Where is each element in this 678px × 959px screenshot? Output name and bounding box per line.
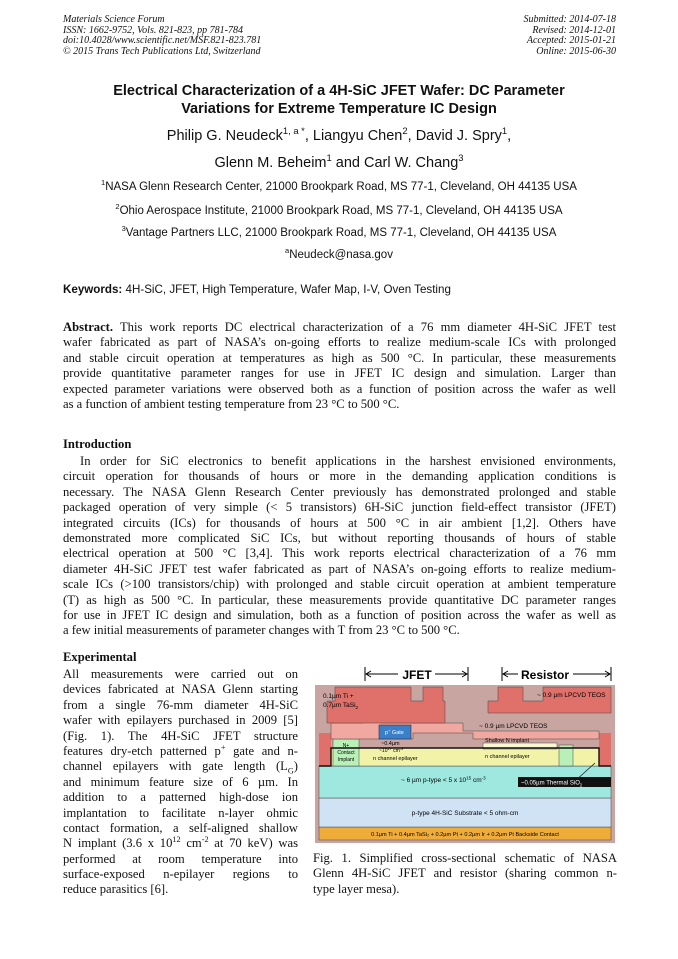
author-separator: ,: [507, 128, 512, 144]
experimental-line: performed at room temperature into: [63, 851, 298, 866]
introduction-line: a few initial measurements of parameter changes with T from 23 °C to 500 °C.: [63, 623, 460, 638]
experimental-heading: Experimental: [63, 650, 137, 664]
superscript: +: [220, 742, 226, 752]
experimental-line: contact formation, a self-aligned shallow: [63, 820, 298, 835]
ti-label-2: [323, 702, 359, 710]
author-affil-sup: 3: [458, 152, 464, 164]
caption-line: Glenn 4H-SiC JFET and resistor (sharing common n-: [313, 866, 617, 881]
p-type-sup: -3: [481, 775, 486, 781]
title-line-2: Variations for Extreme Temperature IC Design: [181, 101, 497, 117]
introduction-body: [63, 454, 616, 639]
gate-label: [385, 728, 404, 736]
resistor-label: Resistor: [520, 668, 570, 682]
affiliation-text: Ohio Aerospace Institute, 21000 Brookpark Road, MS 77-1, Cleveland, OH 44135 USA: [119, 205, 563, 217]
experimental-line: All measurements were carried out on: [63, 667, 298, 681]
introduction-line: circuit operation for thousands of hours or more in the demanding application conditions is: [63, 469, 616, 484]
journal-header-left: [63, 15, 261, 57]
experimental-line: and minimum feature size of 6 µm. In: [63, 774, 298, 789]
affiliation-1: [20, 178, 658, 193]
revised-date: Revised: 2014-12-01: [532, 24, 616, 36]
experimental-text: features dry-etch patterned p: [63, 743, 221, 758]
journal-header-right: [524, 15, 617, 57]
n-channel-label-right: n channel epilayer: [485, 754, 530, 760]
author-separator: ,: [304, 128, 313, 144]
doping-text: cm: [391, 748, 400, 754]
experimental-line: devices fabricated at NASA Glenn starting: [63, 682, 298, 697]
introduction-line: necessary. The NASA Glenn Research Center previously has demonstrated prolonged and stable: [63, 484, 616, 499]
ti-label-subscript: 2: [355, 705, 359, 710]
experimental-line: implantation to facilitate n-layer ohmic: [63, 805, 298, 820]
ti-label-text: 0.7µm TaSi: [323, 702, 356, 709]
subscript: G: [287, 766, 294, 776]
thickness-label: ~0.4µm: [381, 741, 400, 747]
online-date: Online: 2015-06-30: [536, 45, 616, 57]
experimental-text: cm: [180, 836, 202, 851]
issn: ISSN: 1662-9752, Vols. 821-823, pp 781-784: [63, 24, 243, 36]
author-separator: ,: [407, 128, 416, 144]
doi: doi:10.4028/www.scientific.net/MSF.821-823.781: [63, 35, 262, 47]
experimental-line: from a single 76-mm diameter 4H-SiC: [63, 697, 298, 712]
introduction-line: for use in JFET IC design and simulation, both as a function of position across the wafer as well as: [63, 607, 616, 622]
n-channel-label-left: n channel epilayer: [373, 756, 418, 762]
affiliation-sup: 1: [101, 178, 106, 188]
author-email: [20, 246, 658, 261]
experimental-text: gate and n-: [225, 743, 298, 758]
substrate-label: p-type 4H-SiC Substrate < 5 ohm-cm: [411, 810, 519, 817]
abstract-label: Abstract.: [63, 320, 114, 334]
abstract-line: [63, 320, 616, 335]
paper-title: [40, 82, 638, 118]
introduction-line: scale ICs (>100 transistors/chip) with prolonged and stable circuit operation at ambient temperature: [63, 577, 616, 592]
authors-line-1: [40, 125, 638, 144]
experimental-text: N implant (3.6 x 10: [63, 836, 173, 851]
experimental-line: [63, 744, 298, 759]
p-type-text: cm: [471, 777, 482, 784]
author-affil-sup: 1: [326, 152, 332, 164]
caption-line: Fig. 1. Simplified cross-sectional schematic of NASA: [313, 851, 617, 865]
affiliation-2: [20, 202, 658, 217]
teos-top-label: ~ 0.9 µm LPCVD TEOS: [537, 692, 606, 699]
doping-sup: 17: [387, 747, 392, 751]
backside-contact-label: 0.1µm Ti + 0.4µm TaSi₂ + 0.2µm Pt + 0.2µm Ir + 0.2µm Pt Backside Contact: [371, 832, 559, 838]
thermal-oxide-subscript: 2: [579, 782, 583, 788]
jfet-cross-section-figure: [313, 661, 617, 846]
experimental-line: [63, 836, 298, 851]
author-name: Liangyu Chen: [312, 128, 403, 144]
author-name: David J. Spry: [415, 128, 502, 144]
introduction-line: demonstrated more complicated SiC ICs, but without reporting thousands of hours of stable: [63, 530, 616, 545]
thermal-oxide-label: [521, 781, 583, 788]
p-type-label: [401, 776, 486, 785]
affiliation-text: Vantage Partners LLC, 21000 Brookpark Road, MS 77-1, Cleveland, OH 44135 USA: [125, 227, 557, 239]
experimental-line: (Fig. 1). The 4H-SiC JFET structure: [63, 728, 298, 743]
accepted-date: Accepted: 2015-01-21: [526, 35, 616, 47]
experimental-body: [63, 667, 298, 898]
author-name: Glenn M. Beheim: [214, 155, 327, 171]
abstract-line: as a function of ambient testing temperature from 23 °C to 500 °C.: [63, 396, 400, 411]
introduction-line: integrated circuits (ICs) for thousands of hours at 500 °C in air ambient [1,2]. Others have: [63, 515, 616, 530]
introduction-line: (T) as high as 500 °C. In particular, these measurements provide quantitative DC parameter ranges: [63, 592, 616, 607]
right-oxide-wall: [599, 733, 611, 766]
doping-sup: -3: [399, 747, 404, 751]
experimental-text: at 70 keV) was: [208, 836, 298, 851]
p-type-sup: 15: [466, 775, 472, 781]
author-separator: and: [331, 155, 364, 171]
keywords-text: 4H-SiC, JFET, High Temperature, Wafer Map, I-V, Oven Testing: [125, 283, 451, 296]
abstract-line: provide quantitative parameter ranges for use in JFET IC design and simulation. Larger than: [63, 366, 616, 381]
n-plus-label-3: Implant: [337, 757, 355, 763]
jfet-label: JFET: [402, 668, 432, 682]
teos-mid-label: ~ 0.9 µm LPCVD TEOS: [479, 723, 548, 730]
email-sup: a: [285, 246, 290, 256]
experimental-line: surface-exposed n-epilayer regions to: [63, 867, 298, 882]
metal-interconnect-right: [488, 687, 611, 713]
affiliation-text: NASA Glenn Research Center, 21000 Brookpark Road, MS 77-1, Cleveland, OH 44135 USA: [105, 181, 577, 193]
experimental-line: wafer with epilayers purchased in 2009 [5]: [63, 713, 298, 728]
keywords: [63, 283, 451, 296]
affiliation-3: [20, 224, 658, 239]
caption-line: type layer mesa).: [313, 881, 400, 896]
experimental-text: channel epilayers with gate length (L: [63, 759, 288, 774]
experimental-line: addition to a patterned high-dose ion: [63, 790, 298, 805]
abstract: [63, 320, 616, 412]
email-text: Neudeck@nasa.gov: [289, 249, 393, 261]
title-line-1: Electrical Characterization of a 4H-SiC JFET Wafer: DC Parameter: [113, 83, 565, 99]
gate-label-text: Gate: [390, 730, 404, 736]
copyright: © 2015 Trans Tech Publications Ltd, Switzerland: [63, 45, 261, 57]
affiliation-sup: 3: [121, 224, 126, 234]
doping-text: ~10: [379, 748, 388, 754]
introduction-heading: Introduction: [63, 437, 132, 451]
keywords-label: Keywords:: [63, 283, 123, 296]
ti-label-1: 0.1µm Ti +: [323, 693, 354, 700]
introduction-line: In order for SiC electronics to benefit applications in the harshest envisioned environments,: [80, 454, 616, 468]
author-name: Philip G. Neudeck: [166, 128, 283, 144]
author-affil-sup: 1: [501, 125, 508, 137]
experimental-line: reduce parasitics [6].: [63, 882, 169, 897]
authors-line-2: [40, 152, 638, 171]
p-type-text: ~ 6 µm p-type < 5 x 10: [401, 777, 467, 784]
journal-name: Materials Science Forum: [63, 14, 165, 25]
left-oxide-wall: [319, 733, 331, 766]
gate-label-text: p: [385, 730, 389, 736]
submitted-date: Submitted: 2014-07-18: [523, 14, 616, 25]
abstract-line: wafer fabricated as part of NASA’s on-going efforts to realize medium-scale ICs with prolonged: [63, 335, 616, 350]
gate-label-sup: +: [388, 728, 391, 733]
abstract-line: expected parameter variations were observed both as a function of position across the wafer as well: [63, 381, 616, 396]
author-affil-sup: 1, a *: [282, 125, 305, 137]
figure-caption: [313, 851, 617, 897]
superscript: -2: [201, 835, 209, 845]
n-plus-label-2: Contact: [337, 750, 355, 756]
introduction-line: diameter 4H-SiC JFET test wafer fabricated as part of NASA’s on-going efforts to realize medium-: [63, 561, 616, 576]
experimental-line: [63, 759, 298, 774]
thermal-oxide-text: ~0.05µm Thermal SiO: [521, 780, 580, 787]
abstract-text: This work reports DC electrical characterization of a 76 mm diameter 4H-SiC JFET test: [119, 320, 617, 334]
experimental-text: ): [293, 759, 298, 774]
n-plus-label-1: N+: [342, 743, 350, 749]
abstract-line: and stable circuit operation at temperatures as high as 500 °C. In particular, these measurements: [63, 350, 616, 365]
doping-label: [379, 747, 403, 754]
superscript: 12: [172, 835, 181, 845]
introduction-line: electrical operation at 500 °C [3,4]. This work reports electrical characterization of a 76 mm: [63, 546, 616, 561]
author-name: Carl W. Chang: [363, 155, 459, 171]
affiliation-sup: 2: [115, 202, 120, 212]
introduction-line: packaged operation of very simple (< 5 transistors) 6H-SiC junction field-effect transistor (JFET): [63, 500, 616, 515]
author-affil-sup: 2: [402, 125, 408, 137]
shallow-implant-label: Shallow N implant: [485, 738, 530, 744]
